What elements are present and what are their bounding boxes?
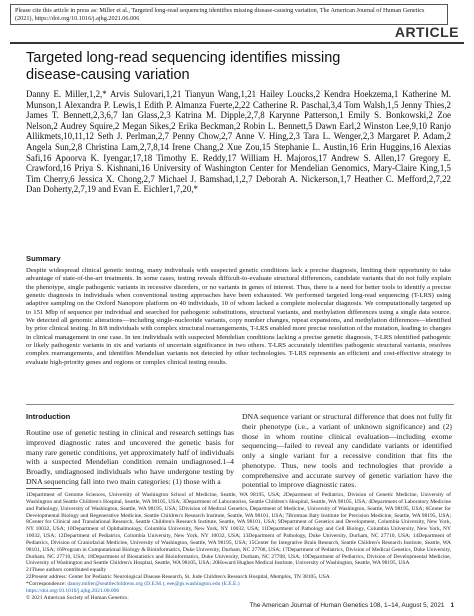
footer-journal: The American Journal of Human Genetics 108, 1–14, August 5, 2021 [249,602,445,609]
intro-right-column [242,412,452,490]
section-divider [26,404,454,405]
summary-heading: Summary [26,254,61,263]
doi-link[interactable]: https://doi.org/10.1016/j.ajhg.2021.06.006 [26,587,120,594]
citation-box [10,4,448,25]
citation-text: Please cite this article in press as: Miller et al., Targeted long-read sequencing identifies missing disease-causing variation, The American Journal of Human Genetics (2021), https://doi.org/10.1016/j.ajhg.2021.06.006 [15,7,425,22]
author-list: Danny E. Miller,1,2,* Arvis Sulovari,1,21 Tianyun Wang,1,21 Hailey Loucks,2 Kendra Hoekzema,1 Katherine M. Munson,1 Alexandra P. Lewis,1 Edith P. Almanza Fuerte,2,22 Catherine R. Paschal,3,4 Tom Walsh,1,5 Jenny Thies,2 James T. Bennett,2,3,6,7 Ian Glass,2,3 Katrina M. Dipple,2,7,8 Karynne Patterson,1 Emily S. Bonkowski,2 Zoe Nelson,2 Audrey Squire,2 Megan Sikes,2 Erika Beckman,2 Robin L. Bennett,5 Dawn Earl,2 Winston Lee,9,10 Ranjo Allikmets,10,11,12 Seth J. Perlman,2,7 Penny Chow,2,7 Anne V. Hing,2,3 Tara L. Wenger,2,3 Margaret P. Adam,2 Angela Sun,2,8 Christina Lam,2,7,8,14 Irene Chang,2 Xue Zou,15 Stephanie L. Austin,16 Erin Huggins,16 Alexias Safi,16 Apoorva K. Iyengar,17,18 Timothy E. Reddy,17 William H. Majoros,17 Andrew S. Allen,17 Gregory E. Crawford,16 Priya S. Kishnani,16 University of Washington Center for Mendelian Genomics, Mary-Claire King,1,5 Tim Cherry,6 Jessica X. Chong,2,7 Michael J. Bamshad,1,2,7 Deborah A. Nickerson,1,7 Heather C. Mefford,2,7,22 Dan Doherty,2,7,19 and Evan E. Eichler1,7,20,* [26,89,451,195]
summary-text: Despite widespread clinical genetic testing, many individuals with suspected genetic conditions lack a precise diagnosis, limiting their opportunity to take advantage of state-of-the-art treatments. In some cases, testing reveals difficult-to-evaluate structural differences, candidate variants that do not fully explain the phenotype, single pathogenic variants in recessive disorders, or no variants in genes of interest. Thus, there is a need for better tools to identify a precise genetic diagnosis in individuals when conventional testing approaches have been exhausted. We performed targeted long-read sequencing (T-LRS) using adaptive sampling on the Oxford Nanopore platform on 40 individuals, 10 of whom lacked a complete molecular diagnosis. We computationally targeted up to 151 Mbp of sequence per individual and searched for pathogenic substitutions, structural variants, and methylation differences using a single data source. We detected all genomic alterations—including single-nucleotide variants, copy number changes, repeat expansions, and methylation differences—identified by prior clinical testing. In 8/8 individuals with complex structural rearrangements, T-LRS enabled more precise resolution of the mutation, leading to changes in clinical management in one case. In ten individuals with suspected Mendelian conditions lacking a precise genetic diagnosis, T-LRS identified pathogenic or likely pathogenic variants in six and variants of uncertain significance in two others. T-LRS accurately identifies pathogenic structural variants, resolves complex rearrangements, and identifies Mendelian variants not detected by other technologies. T-LRS represents an efficient and cost-effective strategy to evaluate high-priority genes and regions or complex clinical testing results. [26,267,451,366]
present-address-note: 22Present address: Center for Pediatric Neurological Disease Research, St. Jude Children's Research Hospital, Memphis, TN 38105, USA [26,574,330,581]
intro-left-column [26,412,234,487]
correspondence-line [26,581,451,588]
introduction-heading: Introduction [26,412,71,421]
page-number: 1 [450,602,454,609]
article-type-label: ARTICLE [394,24,459,40]
copyright-notice: © 2021 American Society of Human Genetics. [26,594,129,601]
footnote-rule [26,488,62,489]
correspondence-label: *Correspondence: [26,580,68,587]
affiliations-text: 1Department of Genome Sciences, University of Washington School of Medicine, Seattle, WA 98195, USA; 2Department of Pediatrics, Division of Genetic Medicine, University of Washington and Seattle Children's Hospital, Seattle, WA 98105, USA; 3Department of Laboratories, Seattle Children's Hospital, Seattle, WA 98105, USA; 4Department of Laboratory Medicine and Pathology, University of Washington, Seattle, WA 98195, USA; 5Division of Medical Genetics, Department of Medicine, University of Washington, Seattle, WA 98195, USA; 6Center for Developmental Biology and Regenerative Medicine, Seattle Children's Research Institute, Seattle, WA 98101, USA; 7Brotman Baty Institute for Precision Medicine, Seattle, WA 98195, USA; 8Center for Clinical and Translational Research, Seattle Children's Research Institute, Seattle, WA 98101, USA; 9Department of Genetics and Development, Columbia University, New York, NY 10032, USA; 10Department of Ophthalmology, Columbia University, New York, NY 10032, USA; 11Department of Pathology and Cell Biology, Columbia University, New York, NY 10032, USA; 12Department of Pediatrics, Columbia University, New York, NY 10032, USA; 13Department of Pathology, Duke University, Durham, NC 27710, USA; 14Department of Pediatrics, Division of Craniofacial Medicine, University of Washington, Seattle, WA 98195, USA; 15Center for Integrative Brain Research, Seattle Children's Research Institute, Seattle, WA 98101, USA; 16Program in Computational Biology & Bioinformatics, Duke University, Durham, NC 27708, USA; 17Department of Pediatrics, Division of Medical Genetics, Duke University, Durham, NC 27710, USA; 18Department of Biostatistics and Bioinformatics, Duke University, Durham, NC 27708, USA; 19Department of Pediatrics, Division of Developmental Medicine, University of Washington and Seattle Children's Hospital, Seattle, WA 98105, USA; 20Howard Hughes Medical Institute, University of Washington, Seattle, WA 98195, USA [26,492,451,567]
introduction-left-text: Routine use of genetic testing in clinical and research settings has improved diagnostic rates and uncovered the genetic basis for many rare genetic conditions, yet approximately half of individuals with a suspected Mendelian condition remain undiagnosed.1–4 Broadly, undiagnosed individuals who have undergone testing by DNA sequencing fall into two main categories: (1) those with a [26,428,234,486]
article-title: Targeted long-read sequencing identifies missing disease-causing variation [26,50,341,83]
header-rule [10,42,464,44]
introduction-right-text: DNA sequence variant or structural difference that does not fully fit their phenotype (i.e., a variant of unknown significance) and (2) those in whom routine clinical evaluation—including exome sequencing—failed to reveal any candidate variants or identified only a single variant for a recessive condition that fits the phenotype. Thus, new tools and technologies that provide a comprehensive and accurate survey of genetic variation have the potential to improve diagnostic rates. [242,412,452,490]
page-footer [249,602,454,609]
correspondence-email-links[interactable]: danny.miller@seattlechildrens.org (D.E.M.), eee@gs.washington.edu (E.E.E.) [67,580,240,587]
equal-contribution-note: 21These authors contributed equally [26,567,107,574]
affiliations-block [26,488,451,602]
